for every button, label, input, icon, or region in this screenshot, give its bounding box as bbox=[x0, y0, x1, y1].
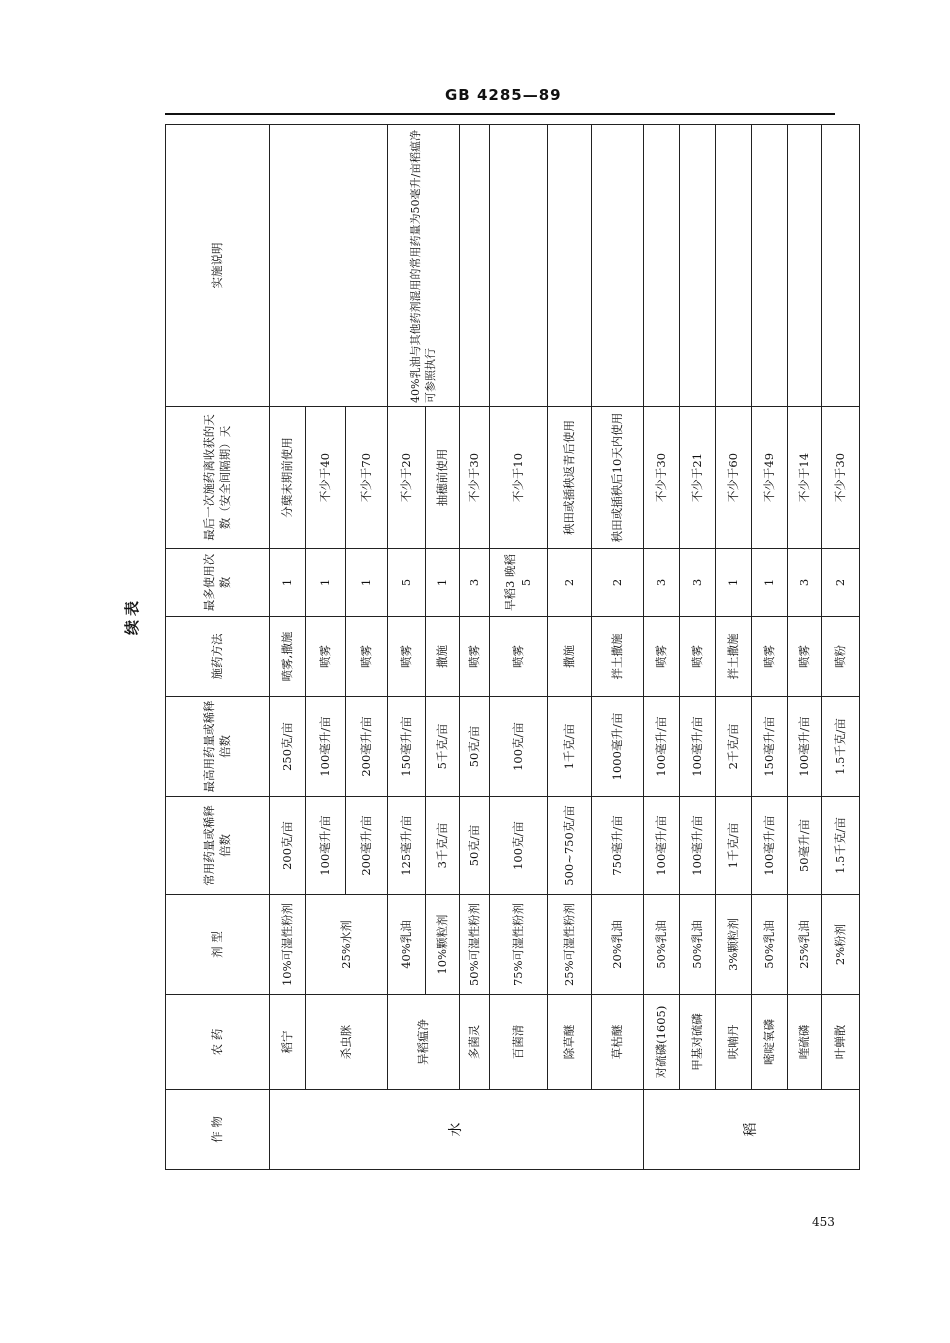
common-dose-cell: 3千克/亩 bbox=[426, 797, 460, 895]
times-cell: 2 bbox=[592, 549, 644, 617]
method-cell: 撒施 bbox=[548, 617, 592, 697]
max-dose-cell: 5千克/亩 bbox=[426, 697, 460, 797]
formulation-cell: 50%乳油 bbox=[680, 895, 716, 995]
times-cell: 早稻3 晚稻5 bbox=[490, 549, 548, 617]
times-cell: 1 bbox=[426, 549, 460, 617]
times-cell: 1 bbox=[270, 549, 306, 617]
common-dose-cell: 125毫升/亩 bbox=[388, 797, 426, 895]
method-cell: 喷雾 bbox=[752, 617, 788, 697]
col-header-pesticide: 农 药 bbox=[166, 995, 270, 1090]
remarks-cell bbox=[680, 125, 716, 407]
remarks-cell bbox=[548, 125, 592, 407]
col-header-common-dose: 常用药量或稀释倍数 bbox=[166, 797, 270, 895]
interval-cell: 不少于21 bbox=[680, 407, 716, 549]
formulation-cell: 2%粉剂 bbox=[822, 895, 860, 995]
method-cell: 拌土撒施 bbox=[592, 617, 644, 697]
pesticide-cell: 百菌清 bbox=[490, 995, 548, 1090]
common-dose-cell: 100毫升/亩 bbox=[752, 797, 788, 895]
col-header-max-times: 最多使用次数 bbox=[166, 549, 270, 617]
method-cell: 喷雾 bbox=[306, 617, 346, 697]
method-cell: 喷雾 bbox=[788, 617, 822, 697]
table-row bbox=[490, 125, 548, 1170]
max-dose-cell: 100克/亩 bbox=[490, 697, 548, 797]
table-row bbox=[716, 125, 752, 1170]
common-dose-cell: 100毫升/亩 bbox=[644, 797, 680, 895]
interval-cell: 不少于60 bbox=[716, 407, 752, 549]
table-caption: 续表 bbox=[123, 596, 141, 635]
times-cell: 3 bbox=[788, 549, 822, 617]
pesticide-cell: 叶蝉散 bbox=[822, 995, 860, 1090]
table-row bbox=[388, 125, 426, 1170]
formulation-cell: 50%可湿性粉剂 bbox=[460, 895, 490, 995]
method-cell: 喷雾 bbox=[680, 617, 716, 697]
table-row bbox=[680, 125, 716, 1170]
interval-cell: 不少于14 bbox=[788, 407, 822, 549]
formulation-cell: 40%乳油 bbox=[388, 895, 426, 995]
pesticide-cell: 甲基对硫磷 bbox=[680, 995, 716, 1090]
pesticide-table bbox=[165, 124, 860, 1170]
common-dose-cell: 100毫升/亩 bbox=[680, 797, 716, 895]
interval-cell: 不少于30 bbox=[822, 407, 860, 549]
table-row bbox=[270, 125, 306, 1170]
remarks-cell bbox=[788, 125, 822, 407]
crop-cell-part2: 稻 bbox=[644, 1090, 860, 1170]
remarks-cell bbox=[270, 125, 388, 407]
pesticide-cell: 杀虫脒 bbox=[306, 995, 388, 1090]
method-cell: 拌土撒施 bbox=[716, 617, 752, 697]
interval-cell: 不少于30 bbox=[644, 407, 680, 549]
method-cell: 喷雾 bbox=[460, 617, 490, 697]
max-dose-cell: 2千克/亩 bbox=[716, 697, 752, 797]
interval-cell: 不少于40 bbox=[306, 407, 346, 549]
table-row bbox=[644, 125, 680, 1170]
remarks-cell-isoprothiolane: 40%乳油与其他药剂混用的常用药量为50毫升/亩稻瘟净可参照执行 bbox=[388, 125, 460, 407]
formulation-cell: 50%乳油 bbox=[644, 895, 680, 995]
table-row bbox=[548, 125, 592, 1170]
crop-cell-part1: 水 bbox=[270, 1090, 644, 1170]
times-cell: 2 bbox=[548, 549, 592, 617]
method-cell: 喷粉 bbox=[822, 617, 860, 697]
pesticide-cell: 草枯醚 bbox=[592, 995, 644, 1090]
method-cell: 喷雾 bbox=[388, 617, 426, 697]
method-cell: 喷雾,撒施 bbox=[270, 617, 306, 697]
col-header-method: 施药方法 bbox=[166, 617, 270, 697]
formulation-cell: 10%可湿性粉剂 bbox=[270, 895, 306, 995]
table-row bbox=[752, 125, 788, 1170]
header-rule bbox=[165, 113, 835, 115]
table-row bbox=[592, 125, 644, 1170]
formulation-cell: 20%乳油 bbox=[592, 895, 644, 995]
formulation-cell: 3%颗粒剂 bbox=[716, 895, 752, 995]
method-cell: 喷雾 bbox=[346, 617, 388, 697]
common-dose-cell: 200克/亩 bbox=[270, 797, 306, 895]
method-cell: 喷雾 bbox=[644, 617, 680, 697]
col-header-max-dose: 最高用药量或稀释倍数 bbox=[166, 697, 270, 797]
interval-cell: 秧田或插秧返青后使用 bbox=[548, 407, 592, 549]
common-dose-cell: 200毫升/亩 bbox=[346, 797, 388, 895]
times-cell: 2 bbox=[822, 549, 860, 617]
common-dose-cell: 50克/亩 bbox=[460, 797, 490, 895]
times-cell: 1 bbox=[346, 549, 388, 617]
common-dose-cell: 100毫升/亩 bbox=[306, 797, 346, 895]
max-dose-cell: 1000毫升/亩 bbox=[592, 697, 644, 797]
col-header-remarks: 实施说明 bbox=[166, 125, 270, 407]
document-code: GB 4285—89 bbox=[445, 86, 562, 104]
max-dose-cell: 1千克/亩 bbox=[548, 697, 592, 797]
table-row bbox=[788, 125, 822, 1170]
max-dose-cell: 100毫升/亩 bbox=[644, 697, 680, 797]
pesticide-cell: 喹硫磷 bbox=[788, 995, 822, 1090]
max-dose-cell: 100毫升/亩 bbox=[306, 697, 346, 797]
common-dose-cell: 1.5千克/亩 bbox=[822, 797, 860, 895]
times-cell: 1 bbox=[306, 549, 346, 617]
pesticide-cell: 异稻瘟净 bbox=[388, 995, 460, 1090]
formulation-cell: 25%水剂 bbox=[306, 895, 388, 995]
times-cell: 3 bbox=[644, 549, 680, 617]
max-dose-cell: 50克/亩 bbox=[460, 697, 490, 797]
pesticide-cell: 嘧啶氧磷 bbox=[752, 995, 788, 1090]
remarks-cell bbox=[592, 125, 644, 407]
common-dose-cell: 1千克/亩 bbox=[716, 797, 752, 895]
times-cell: 3 bbox=[680, 549, 716, 617]
interval-cell: 分蘖末期前使用 bbox=[270, 407, 306, 549]
table-row bbox=[822, 125, 860, 1170]
max-dose-cell: 250克/亩 bbox=[270, 697, 306, 797]
remarks-cell bbox=[822, 125, 860, 407]
max-dose-cell: 100毫升/亩 bbox=[788, 697, 822, 797]
pesticide-cell: 对硫磷(1605) bbox=[644, 995, 680, 1090]
max-dose-cell: 100毫升/亩 bbox=[680, 697, 716, 797]
common-dose-cell: 50毫升/亩 bbox=[788, 797, 822, 895]
remarks-cell bbox=[752, 125, 788, 407]
table-header-row bbox=[166, 125, 270, 1170]
common-dose-cell: 500~750克/亩 bbox=[548, 797, 592, 895]
method-cell: 喷雾 bbox=[490, 617, 548, 697]
interval-cell: 抽穗前使用 bbox=[426, 407, 460, 549]
remarks-cell bbox=[460, 125, 490, 407]
formulation-cell: 75%可湿性粉剂 bbox=[490, 895, 548, 995]
method-cell: 撒施 bbox=[426, 617, 460, 697]
formulation-cell: 10%颗粒剂 bbox=[426, 895, 460, 995]
interval-cell: 不少于20 bbox=[388, 407, 426, 549]
common-dose-cell: 750毫升/亩 bbox=[592, 797, 644, 895]
times-cell: 1 bbox=[752, 549, 788, 617]
interval-cell: 不少于70 bbox=[346, 407, 388, 549]
max-dose-cell: 150毫升/亩 bbox=[752, 697, 788, 797]
interval-cell: 不少于10 bbox=[490, 407, 548, 549]
max-dose-cell: 1.5千克/亩 bbox=[822, 697, 860, 797]
formulation-cell: 25%可湿性粉剂 bbox=[548, 895, 592, 995]
max-dose-cell: 150毫升/亩 bbox=[388, 697, 426, 797]
remarks-cell bbox=[490, 125, 548, 407]
pesticide-cell: 除草醚 bbox=[548, 995, 592, 1090]
interval-cell: 不少于49 bbox=[752, 407, 788, 549]
formulation-cell: 25%乳油 bbox=[788, 895, 822, 995]
pesticide-cell: 多菌灵 bbox=[460, 995, 490, 1090]
pesticide-cell: 稻宁 bbox=[270, 995, 306, 1090]
max-dose-cell: 200毫升/亩 bbox=[346, 697, 388, 797]
remarks-cell bbox=[716, 125, 752, 407]
times-cell: 1 bbox=[716, 549, 752, 617]
times-cell: 3 bbox=[460, 549, 490, 617]
col-header-interval: 最后一次施药离收获的天数（安全间隔期）天 bbox=[166, 407, 270, 549]
formulation-cell: 50%乳油 bbox=[752, 895, 788, 995]
interval-cell: 不少于30 bbox=[460, 407, 490, 549]
page-number: 453 bbox=[812, 1215, 835, 1229]
interval-cell: 秧田或插秧后10天内使用 bbox=[592, 407, 644, 549]
col-header-formulation: 剂 型 bbox=[166, 895, 270, 995]
remarks-cell bbox=[644, 125, 680, 407]
times-cell: 5 bbox=[388, 549, 426, 617]
common-dose-cell: 100克/亩 bbox=[490, 797, 548, 895]
table-row bbox=[460, 125, 490, 1170]
col-header-crop: 作 物 bbox=[166, 1090, 270, 1170]
rotated-table-stage bbox=[123, 125, 847, 1170]
pesticide-cell: 呋喃丹 bbox=[716, 995, 752, 1090]
